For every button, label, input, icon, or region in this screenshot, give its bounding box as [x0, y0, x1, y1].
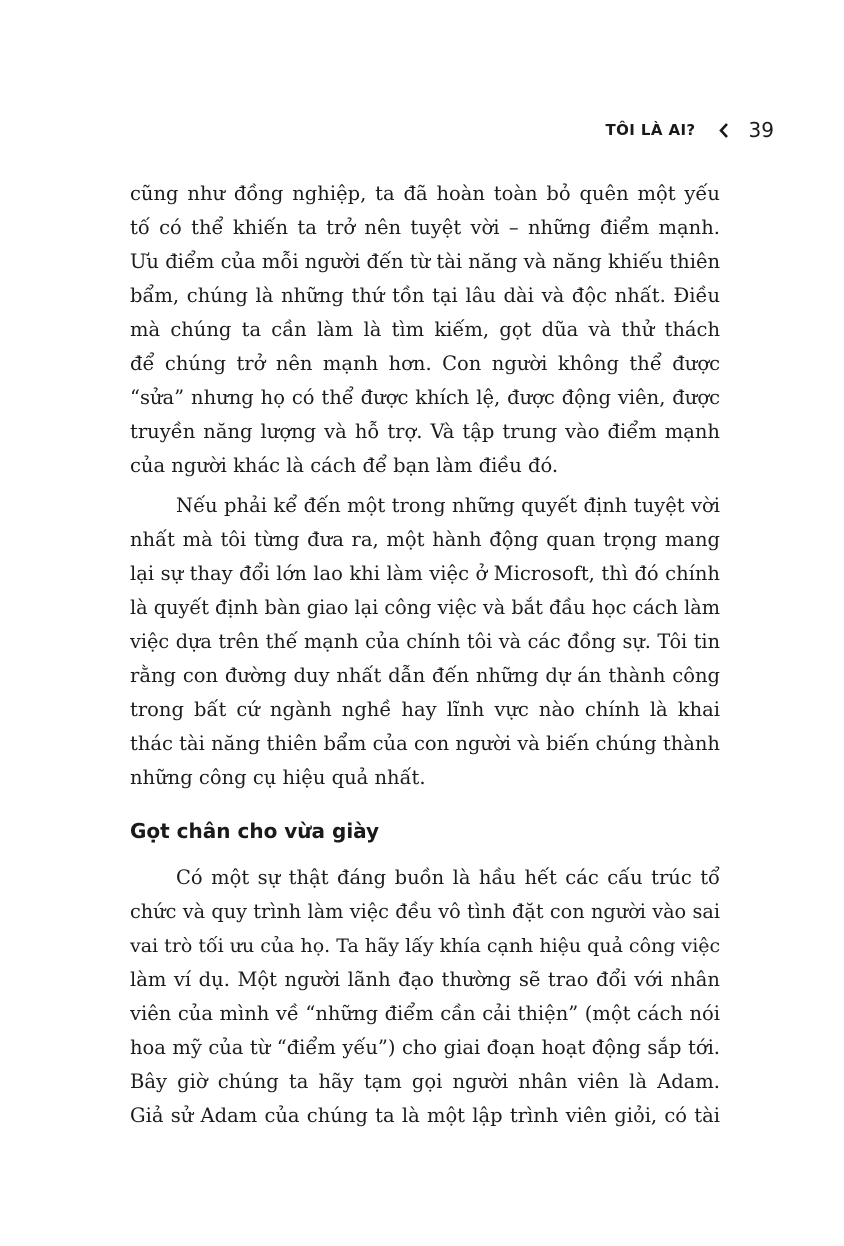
text-line: thác tài năng thiên bẩm của con người và biến chúng thành	[130, 732, 720, 755]
text-line: Có một sự thật đáng buồn là hầu hết các cấu trúc tổ	[176, 866, 720, 889]
text-line: nhất mà tôi từng đưa ra, một hành động quan trọng mang	[130, 528, 720, 551]
text-line: vai trò tối ưu của họ. Ta hãy lấy khía cạnh hiệu quả công việc	[130, 935, 720, 957]
text-line: của người khác là cách để bạn làm điều đó.	[130, 454, 559, 477]
text-line: cũng như đồng nghiệp, ta đã hoàn toàn bỏ quên một yếu	[130, 182, 720, 205]
text-line: là quyết định bàn giao lại công việc và bắt đầu học cách làm	[130, 596, 720, 619]
paragraph-2	[130, 489, 720, 795]
text-line: Bây giờ chúng ta hãy tạm gọi người nhân viên là Adam.	[130, 1070, 720, 1093]
text-line: mà chúng ta cần làm là tìm kiếm, gọt dũa và thử thách	[130, 318, 720, 341]
page-number: 39	[748, 118, 774, 142]
chapter-title: TÔI LÀ AI?	[605, 121, 696, 139]
text-line: rằng con đường duy nhất dẫn đến những dự án thành công	[130, 664, 720, 687]
text-line: những công cụ hiệu quả nhất.	[130, 766, 426, 789]
text-line: truyền năng lượng và hỗ trợ. Và tập trung vào điểm mạnh	[130, 420, 720, 443]
paragraph-3	[130, 861, 720, 1133]
section-heading: Gọt chân cho vừa giày	[130, 819, 380, 843]
text-line: làm ví dụ. Một người lãnh đạo thường sẽ trao đổi với nhân	[130, 968, 720, 991]
text-line: Giả sử Adam của chúng ta là một lập trình viên giỏi, có tài	[130, 1104, 720, 1127]
text-line: Nếu phải kể đến một trong những quyết định tuyệt vời	[176, 494, 720, 517]
running-header	[605, 118, 774, 142]
chevron-left-icon	[718, 122, 729, 139]
text-line: chức và quy trình làm việc đều vô tình đặt con người vào sai	[130, 900, 720, 923]
text-line: lại sự thay đổi lớn lao khi làm việc ở Microsoft, thì đó chính	[130, 562, 720, 585]
paragraph-1	[130, 177, 720, 483]
text-line: “sửa” nhưng họ có thể được khích lệ, được động viên, được	[130, 386, 720, 409]
text-line: để chúng trở nên mạnh hơn. Con người không thể được	[130, 352, 720, 375]
text-line: Ưu điểm của mỗi người đến từ tài năng và năng khiếu thiên	[130, 250, 720, 273]
text-line: hoa mỹ của từ “điểm yếu”) cho giai đoạn hoạt động sắp tới.	[130, 1036, 720, 1059]
text-line: việc dựa trên thế mạnh của chính tôi và các đồng sự. Tôi tin	[130, 630, 720, 653]
text-line: bẩm, chúng là những thứ tồn tại lâu dài và độc nhất. Điều	[130, 284, 720, 307]
text-line: tố có thể khiến ta trở nên tuyệt vời – những điểm mạnh.	[130, 216, 720, 239]
text-line: trong bất cứ ngành nghề hay lĩnh vực nào chính là khai	[130, 698, 720, 721]
text-line: viên của mình về “những điểm cần cải thiện” (một cách nói	[130, 1002, 720, 1025]
